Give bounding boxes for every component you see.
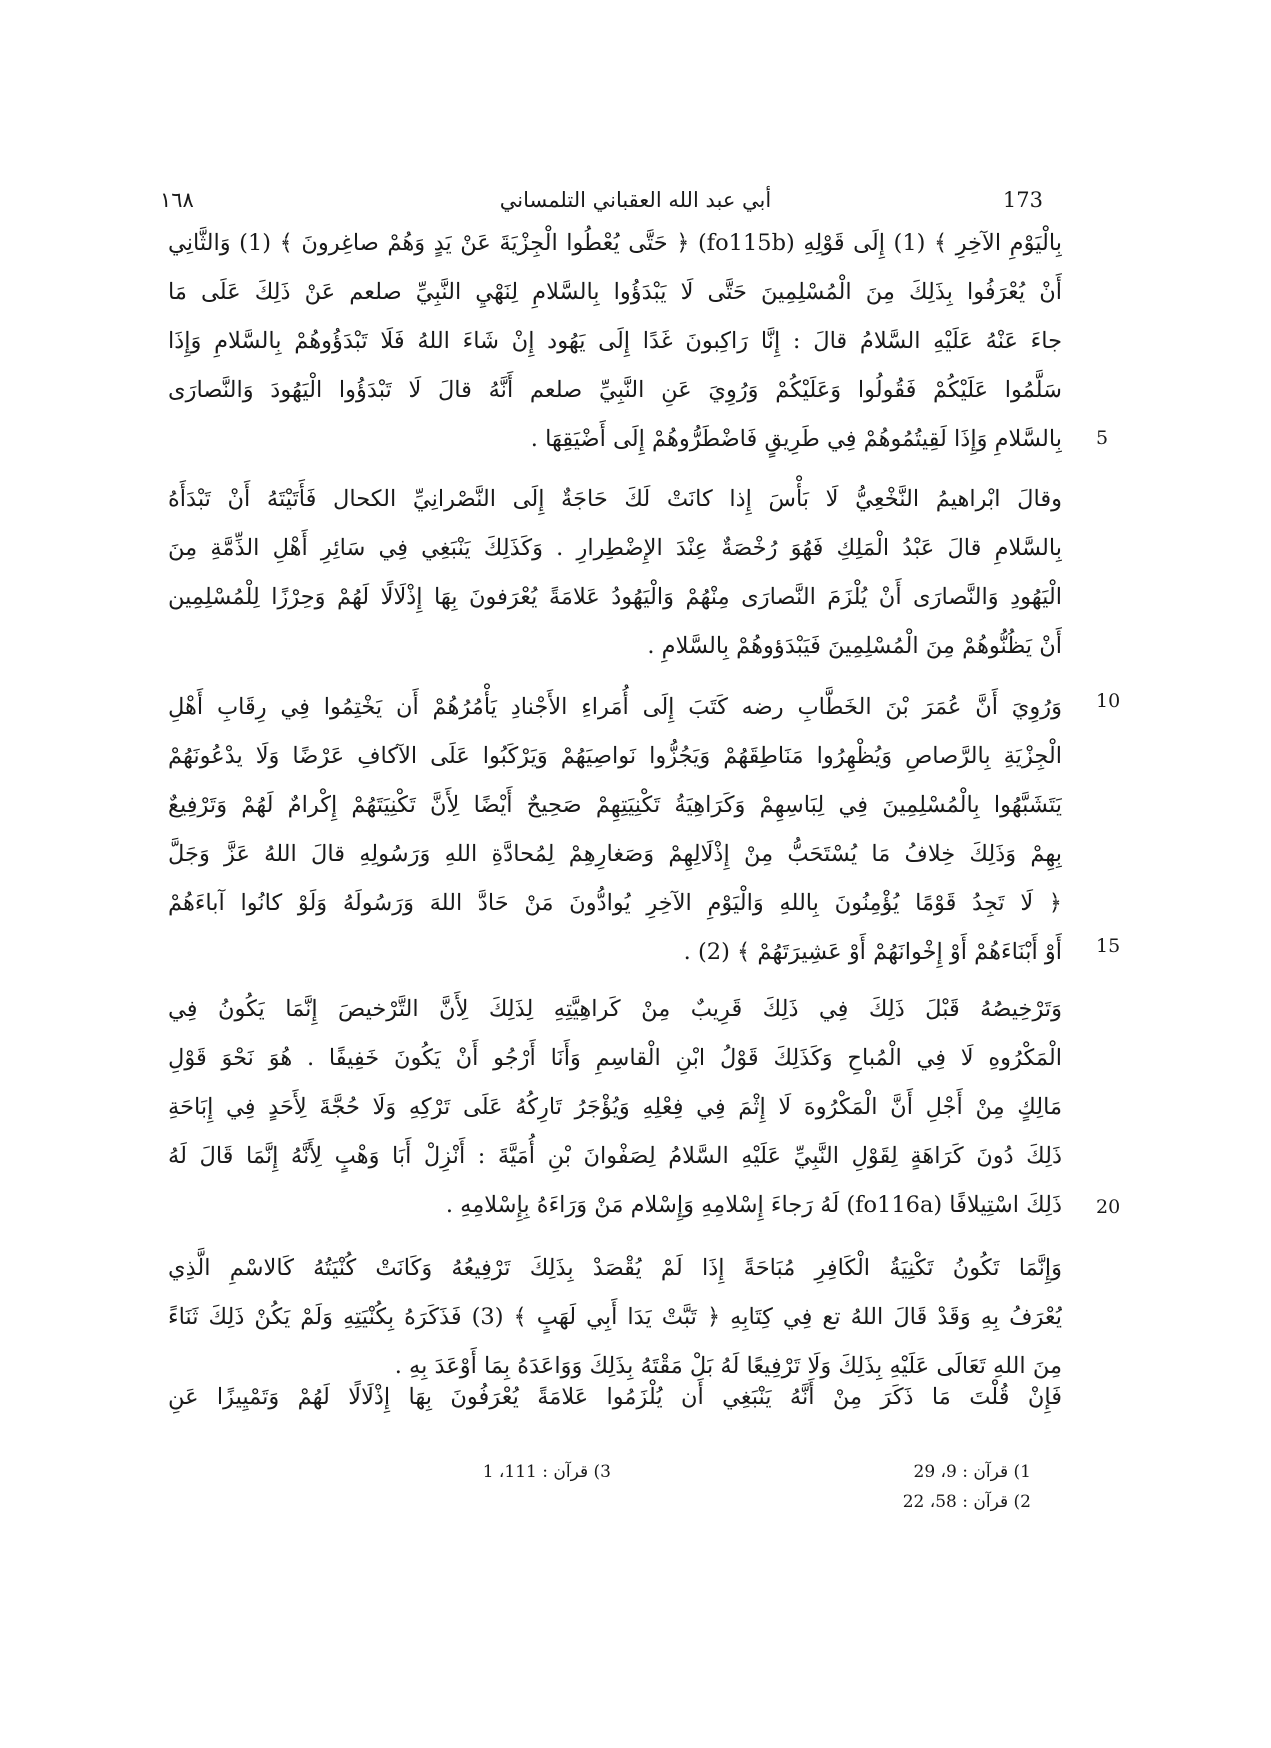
text-line: فَإِنْ قُلْتَ مَا ذَكَرَ مِنْ أَنَّهُ يَنْبَغِي أَن يُلْزَمُوا عَلامَةً يُعْرَفُونَ بِهَا إِذْلَالًا لَهُمْ وَتَمْيِيزًا عَنِ (168, 1384, 1062, 1410)
text-line: بِهِمْ وَذَلِكَ خِلافُ مَا يُسْتَحَبُّ مِنْ إِذْلَالِهِمْ وَصَغارِهِمْ لِمُحادَّةِ اللهِ وَرَسُولِهِ قالَ اللهُ عَزَّ وَجَلَّ (168, 841, 1062, 867)
text-line: وَرُوِيَ أَنَّ عُمَرَ بْنَ الخَطَّابِ رضه كَتَبَ إِلَى أُمَراءِ الأَجْنادِ يَأْمُرُهُمْ أَن يَخْتِمُوا فِي رِقَابِ أَهْلِ (168, 694, 1062, 720)
text-line: أَنْ يُعْرَفُوا بِذَلِكَ مِنَ الْمُسْلِمِينَ حَتَّى لَا يَبْدَؤُوا بِالسَّلامِ لِنَهْيِ النَّبِيِّ صلعم عَنْ ذَلِكَ عَلَى مَا (168, 279, 1062, 305)
text-line: وقالَ ابْراهيمُ النَّخْعِيُّ لَا بَأْسَ إِذا كانَتْ لَكَ حَاجَةٌ إِلَى النَّصْرانِيِّ الكحال فَأَتَيْتَهُ أَنْ تَبْدَأَهُ (168, 486, 1062, 512)
line-number-20: 20 (1096, 1196, 1121, 1218)
text-line: الْيَهُودِ وَالنَّصارَى أَنْ يُلْزَمَ النَّصارَى مِنْهُمْ وَالْيَهُودُ عَلامَةً يُعْرَفونَ بِهَا إِذْلَالًا لَهُمْ وَحِرْزًا لِلْمُسْلِمِين (168, 584, 1062, 610)
arabic-page-number: ١٦٨ (160, 188, 194, 212)
running-title: أبي عبد الله العقباني التلمساني (499, 188, 772, 212)
paragraph-5 (168, 1244, 1062, 1391)
text-line: وَإِنَّمَا تَكُونُ تَكْنِيَةُ الْكَافِرِ مُبَاحَةً إِذَا لَمْ يُقْصَدْ بِذَلِكَ تَرْفِيعُهُ وَكَانَتْ كُنْيَتُهُ كَالاسْمِ الَّذِي (168, 1255, 1062, 1281)
paragraph-3 (168, 683, 1062, 977)
text-line: وَتَرْخِيصُهُ قَبْلَ ذَلِكَ فِي ذَلِكَ قَرِيبٌ مِنْ كَراهِيَّتِهِ لِذَلِكَ لِأَنَّ التَّرْخيصَ إِنَّمَا يَكُونُ فِي (168, 996, 1062, 1022)
text-line: ﴿ لَا تَجِدُ قَوْمًا يُؤْمِنُونَ بِاللهِ وَالْيَوْمِ الآخِرِ يُوادُّونَ مَنْ حَادَّ اللهَ وَرَسُولَهُ وَلَوْ كانُوا آباءَهُمْ (168, 890, 1062, 916)
text-line: الْجِزْيَةِ بِالرَّصاصِ وَيُظْهِرُوا مَنَاطِقَهُمْ وَيَجُزُّوا نَواصِيَهُمْ وَيَرْكَبُوا عَلَى الآكافِ عَرْضًا وَلَا يدْعُونَهُمْ (168, 743, 1062, 769)
paragraph-4 (168, 985, 1062, 1230)
text-line: سَلَّمُوا عَلَيْكُمْ فَقُولُوا وَعَلَيْكُمْ وَرُوِيَ عَنِ النَّبِيِّ صلعم أَنَّهُ قالَ لَا تَبْدَؤُوا الْيَهُودَ وَالنَّصارَى (168, 377, 1062, 403)
line-number-15: 15 (1096, 935, 1121, 957)
paragraph-1 (168, 219, 1062, 464)
text-line: ذَلِكَ دُونَ كَرَاهَةٍ لِقَوْلِ النَّبِيِّ عَلَيْهِ السَّلامُ لِصَفْوانَ بْنِ أُمَيَّةَ : أَنْزِلْ أَبَا وَهْبٍ لِأَنَّهُ إِنَّمَا قَالَ لَهُ (168, 1143, 1062, 1169)
text-line: بِالسَّلامِ وَإِذَا لَقِيتُمُوهُمْ فِي طَرِيقٍ فَاضْطَرُّوهُمْ إِلَى أَضْيَقِهَا . (530, 426, 1062, 452)
footnote-3: 3) قرآن : 111، 1 (482, 1462, 611, 1482)
footnote-1: 1) قرآن : 9، 29 (913, 1462, 1031, 1482)
line-number-5: 5 (1096, 427, 1109, 449)
text-line: يَتَشَبَّهُوا بِالْمُسْلِمِينَ فِي لِبَاسِهِمْ وَكَرَاهِيَةُ تَكْنِيَتِهِمْ صَحِيحٌ أَيْضًا لِأَنَّ تَكْنِيَتَهُمْ إِكْرامٌ لَهُمْ وَتَرْفِيعٌ (168, 792, 1062, 818)
footnote-2: 2) قرآن : 58، 22 (902, 1492, 1031, 1512)
line-number-10: 10 (1096, 690, 1121, 712)
text-line: يُعْرَفُ بِهِ وَقَدْ قَالَ اللهُ تع فِي كِتَابِهِ ﴿ تَبَّتْ يَدَا أَبِي لَهَبٍ ﴾ (3) فَذَكَرَهُ بِكُنْيَتِهِ وَلَمْ يَكُنْ ذَلِكَ ثَنَاءً (168, 1304, 1062, 1330)
text-line: جاءَ عَنْهُ عَلَيْهِ السَّلامُ قالَ : إِنَّا رَاكِبونَ غَدًا إِلَى يَهُود إِنْ شَاءَ اللهُ فَلَا تَبْدَؤُوهُمْ بِالسَّلامِ وَإِذَا (168, 328, 1062, 354)
text-line: أَوْ أَبْنَاءَهُمْ أَوْ إِخْوانَهُمْ أَوْ عَشِيرَتَهُمْ ﴾ (2) . (683, 939, 1062, 965)
text-line: أَنْ يَظُنُّوهُمْ مِنَ الْمُسْلِمِينَ فَيَبْدَؤوهُمْ بِالسَّلامِ . (647, 633, 1062, 659)
text-line: مَالِكٍ مِنْ أَجْلِ أَنَّ الْمَكْرُوهَ لَا إِثْمَ فِي فِعْلِهِ وَيُؤْجَرُ تَارِكُهُ عَلَى تَرْكِهِ وَلَا حُجَّةَ لِأَحَدٍ فِي إِبَاحَةِ (168, 1094, 1062, 1120)
paragraph-6 (168, 1373, 1062, 1422)
text-line: بِالْيَوْمِ الآخِرِ ﴾ (1) إِلَى قَوْلِهِ (fo115b) ﴿ حَتَّى يُعْطُوا الْجِزْيَةَ عَنْ يَدٍ وَهُمْ صاغِرونَ ﴾ (1) وَالثَّانِي (168, 230, 1062, 256)
text-line: بِالسَّلامِ قالَ عَبْدُ الْمَلِكِ فَهُوَ رُخْصَةٌ عِنْدَ الإِضْطِرارِ . وَكَذَلِكَ يَنْبَغِي فِي سَائِرِ أَهْلِ الذِّمَّةِ مِنَ (168, 535, 1062, 561)
paragraph-2 (168, 475, 1062, 671)
text-line: الْمَكْرُوهِ لَا فِي الْمُباحِ وَكَذَلِكَ قَوْلُ ابْنِ الْقاسِمِ وَأَنَا أَرْجُو أَنْ يَكُونَ خَفِيفًا . هُوَ نَحْوَ قَوْلِ (168, 1045, 1062, 1071)
text-line: مِنَ اللهِ تَعَالَى عَلَيْهِ بِذَلِكَ وَلَا تَرْفِيعًا لَهُ بَلْ مَقْتَهُ بِذَلِكَ وَوَاعَدَهُ بِمَا أَوْعَدَ بِهِ . (394, 1353, 1062, 1379)
text-line: ذَلِكَ اسْتِيلافًا (fo116a) لَهُ رَجاءَ إِسْلامِهِ وَإِسْلام مَنْ وَرَاءَهُ بِإِسْلامِهِ . (445, 1192, 1062, 1218)
page-number: 173 (1002, 188, 1043, 212)
